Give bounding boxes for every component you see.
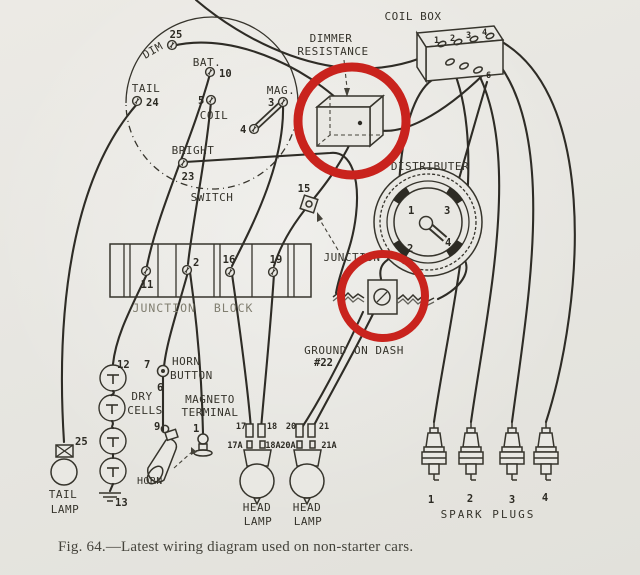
tail-lamp-num: 25 [75,436,88,448]
head-lamp-terminal-17: 17 [235,422,247,432]
magneto-pointer-line [174,451,193,468]
spark-plug [500,422,524,480]
dry-cells-num-bottom: 13 [115,497,128,509]
horn-bracket [165,429,178,440]
tail-lamp-bulb [51,459,77,485]
distributer-point-4: 4 [445,237,452,249]
switch-lever-num: 4 [240,124,247,136]
coil-box [385,10,503,81]
dry-cell [99,395,125,421]
figure-caption: Fig. 64.—Latest wiring diagram used on non-starter cars. [58,539,414,555]
coil-box-terminal-4: 4 [482,28,488,38]
horn-button-label-1: HORN [172,355,201,368]
junction-block [110,244,311,315]
head-lamp-terminal-18: 18 [266,422,278,432]
tail-lamp-label-2: LAMP [50,503,80,516]
dry-cells-num-top: 12 [117,359,130,371]
switch-dim-num: 25 [169,29,183,41]
junction-15-num: 15 [297,183,311,195]
magneto-post-base [199,444,207,450]
junction-block-terminal-2: 2 [193,257,200,269]
dry-cells-label-2: CELLS [127,404,163,417]
switch-label: SWITCH [190,191,234,204]
head-lamp-pin [296,424,303,437]
spark-plug-num-4: 4 [541,492,549,504]
horn-button-num-bottom: 6 [157,382,164,394]
head-lamp-pin-lower [260,441,265,448]
terminal [142,267,151,276]
switch-mag-num: 3 [268,97,275,109]
head-lamp-label-1: HEAD [292,501,322,514]
magneto-label-1: MAGNETO [185,393,235,406]
head-lamp-pin [246,424,253,437]
horn-num: 9 [154,421,161,433]
head-lamp-terminal-20A: 20A [280,441,296,451]
horn [137,421,178,487]
spark-plugs [422,422,558,521]
spark-plug [534,422,558,480]
horn-button-num-top: 7 [144,359,151,371]
switch-bat-label: BAT. [192,56,222,69]
junction-pointer-arrowhead [317,212,323,222]
spark-plug [459,422,483,480]
distributer-label: DISTRIBUTER [390,160,470,173]
head-lamp-label-2: LAMP [243,515,273,528]
horn-button [144,355,213,394]
head-lamp-pin-lower [247,441,252,448]
junction-pointer-line [320,220,338,250]
dry-cells-label-1: DRY [131,390,153,403]
tail-lamp [49,436,88,516]
switch-bat-num: 10 [219,68,232,80]
horn-label: HORN [137,476,163,487]
spark-plug-num-2: 2 [466,493,474,505]
wire [188,102,211,264]
switch-coil-num: 5 [198,95,205,107]
junction-label: JUNCTION [323,251,381,264]
dimmer-label-2: RESISTANCE [297,45,369,58]
terminal [179,159,188,168]
junction-block-terminal-16: 16 [222,254,236,266]
head-lamp-terminal-18A: 18A [265,441,281,451]
magneto-label-2: TERMINAL [181,406,239,419]
terminal [168,41,177,50]
magneto-post [198,434,208,444]
switch-dim-label: DIM [140,39,166,62]
terminal [133,97,142,106]
head-lamp-pin-lower [297,441,302,448]
coil-box-terminal-3: 3 [466,31,472,41]
terminal [279,98,288,107]
head-lamp-terminal-20: 20 [285,422,297,432]
switch-bright-num: 23 [181,171,195,183]
terminal [269,268,278,277]
head-lamp-left [227,422,280,528]
tail-lamp-label-1: TAIL [48,488,78,501]
coil-box-terminal-1: 1 [434,36,440,46]
switch-bright-label: BRIGHT [171,144,215,157]
head-lamp-pin [258,424,265,437]
switch-coil-label: COIL [199,109,229,122]
spark-plug-num-1: 1 [427,494,435,506]
head-lamp-pin-lower [310,441,315,448]
wire-junction-15 [298,183,318,213]
head-lamp-bulb [240,464,274,498]
distributer-point-2: 2 [407,243,414,255]
distributer-point-3: 3 [444,205,451,217]
terminal [250,125,259,134]
coil-box-front [426,40,503,81]
terminal [226,268,235,277]
horn-button-label-2: BUTTON [170,369,213,382]
ground-on-dash-num: #22 [314,357,333,369]
distributer-rotor-hub [420,217,433,230]
ground-on-dash-label: GROUND ON DASH [304,344,404,357]
spark-plug-num-3: 3 [508,494,516,506]
spark-plug [422,422,446,480]
head-lamp-pin [308,424,315,437]
horn-button-terminal-center [161,369,165,373]
dry-cell [100,428,126,454]
head-lamp-terminal-17A: 17A [227,441,243,451]
coil-box-terminal-2: 2 [450,34,456,44]
magneto-post-ground [194,450,212,456]
wire [488,35,575,422]
head-lamp-terminal-21A: 21A [321,441,337,451]
head-lamp-label-2: LAMP [293,515,323,528]
coil-box-terminal-6: 6 [486,71,492,81]
head-lamp-label-1: HEAD [242,501,272,514]
dry-cell [100,458,126,484]
head-lamp-bulb [290,464,324,498]
head-lamp-terminal-21: 21 [318,422,330,432]
junction-block-terminal-11: 11 [140,279,154,291]
switch-tail-label: TAIL [131,82,161,95]
wire [62,104,137,442]
resistance-box-front [317,107,370,146]
junction-block-terminal-19: 19 [269,254,283,266]
terminal [207,96,216,105]
coil-box-label: COIL BOX [384,10,442,23]
distributer-point-1: 1 [408,205,415,217]
switch-tail-num: 24 [146,97,159,109]
terminal [183,266,192,275]
magneto-terminal [174,393,238,468]
head-lamp-right [280,422,336,528]
resistance-wire-post [358,121,362,125]
magneto-post-num: 1 [193,423,200,435]
spark-plugs-label: SPARK PLUGS [440,508,536,521]
junction-block-label: JUNCTION BLOCK [132,301,254,315]
switch-mag-label: MAG. [266,84,296,97]
dimmer-label-1: DIMMER [309,32,353,45]
